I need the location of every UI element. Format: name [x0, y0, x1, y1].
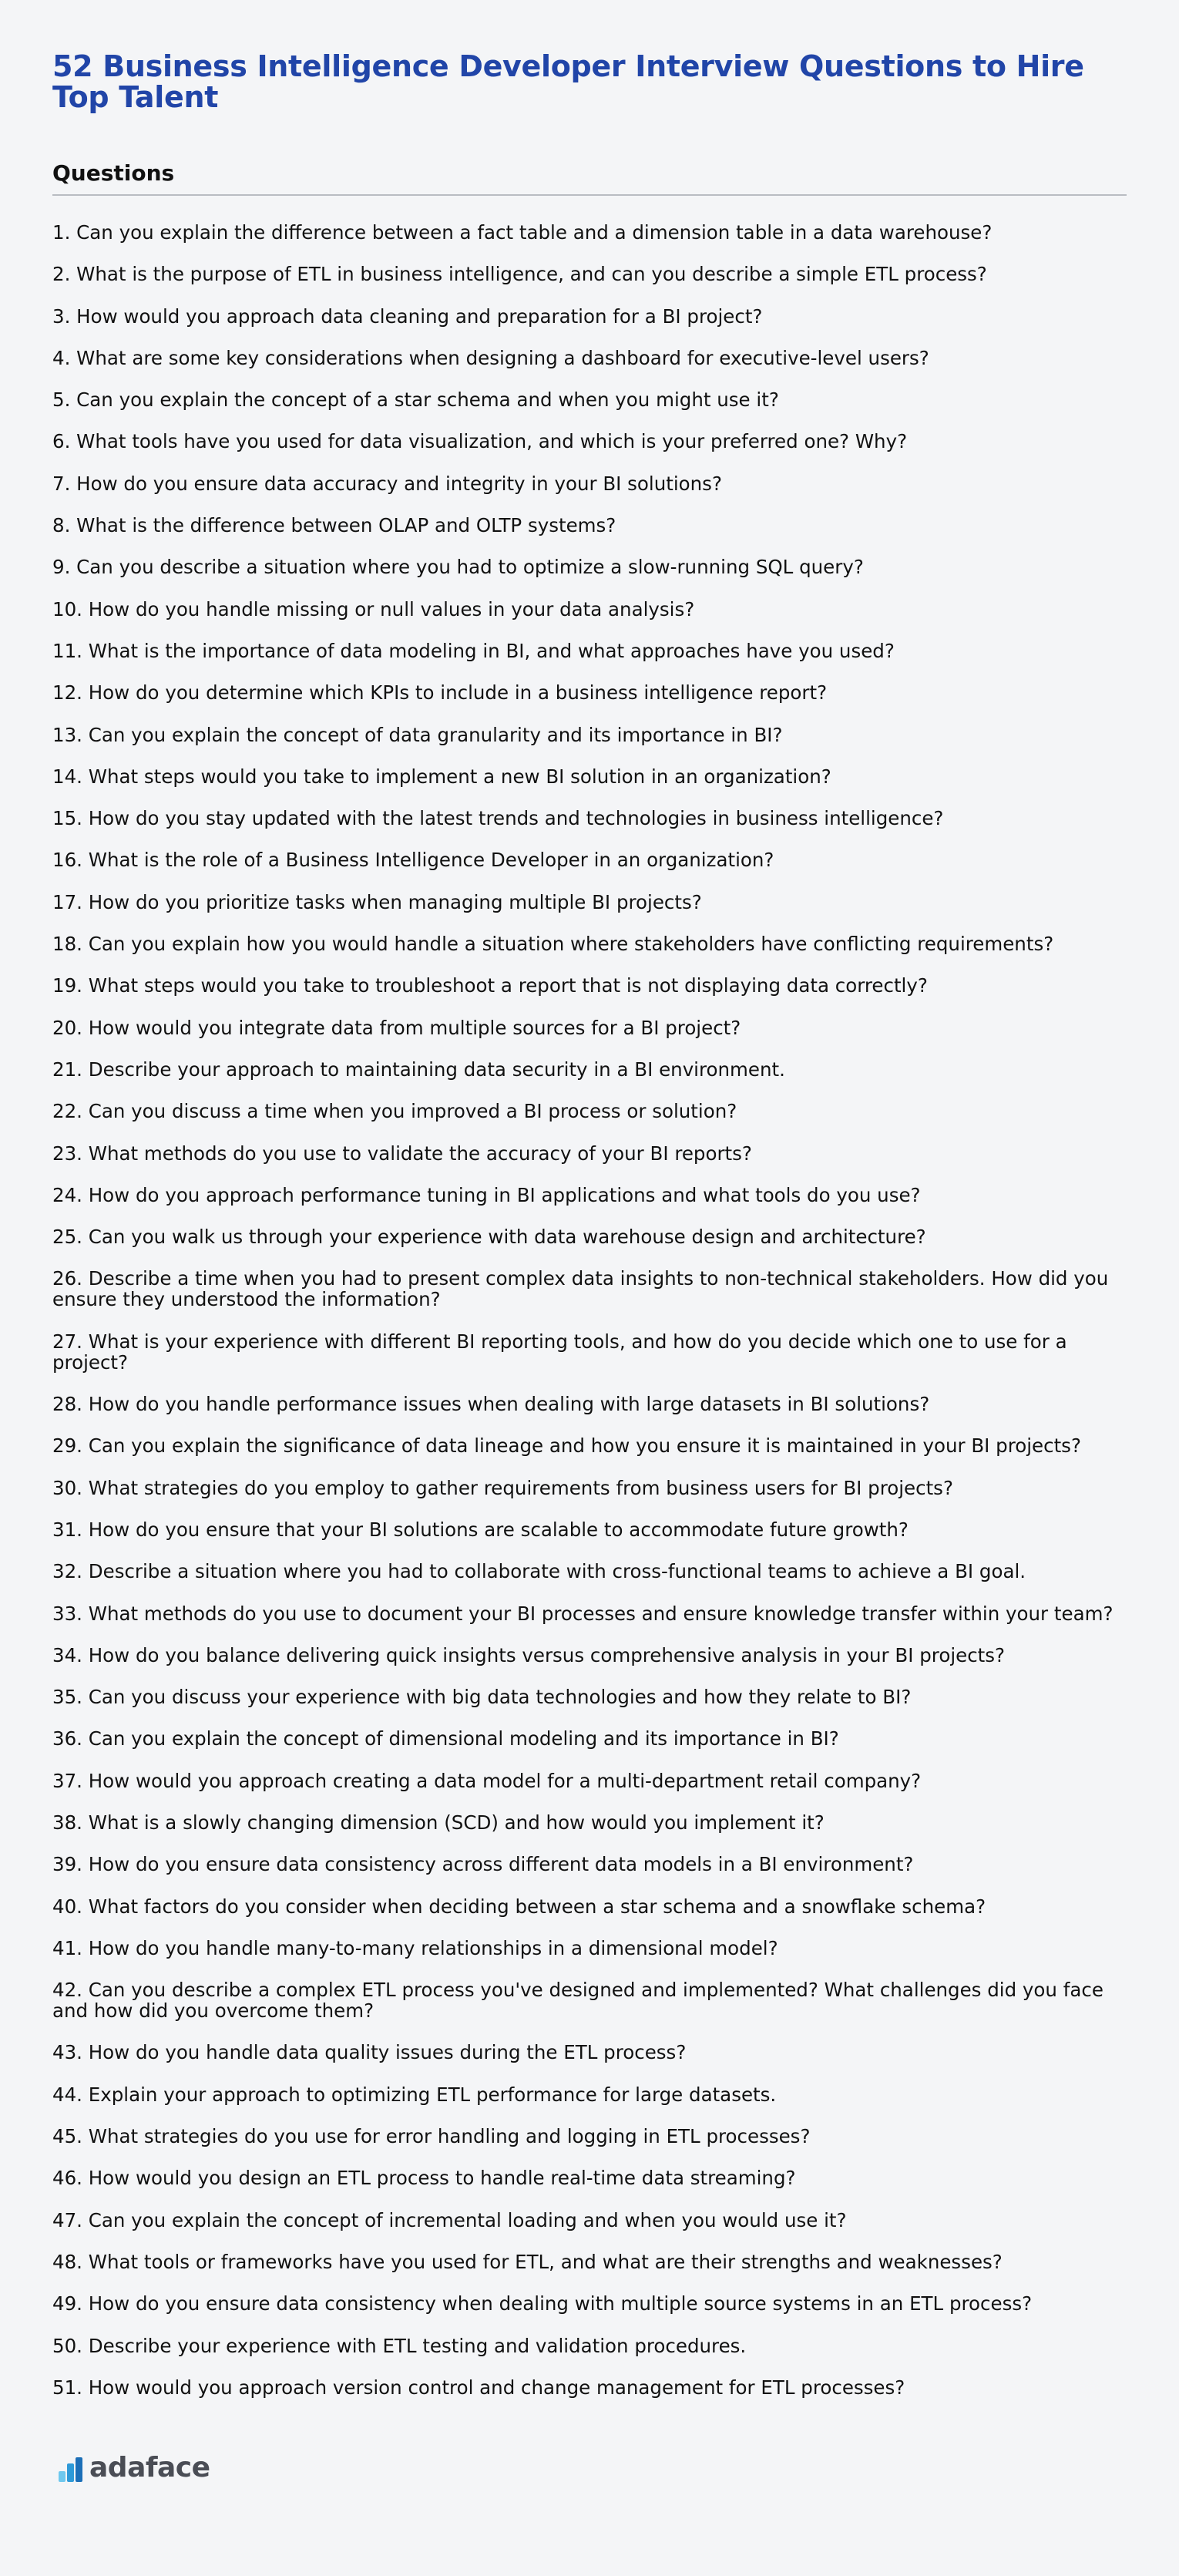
question-item: 34. How do you balance delivering quick insights versus comprehensive analysis in your BI projects? [52, 1643, 1006, 1666]
question-item: 50. Describe your experience with ETL testing and validation procedures. [52, 2334, 747, 2357]
question-item: 22. Can you discuss a time when you improved a BI process or solution? [52, 1100, 737, 1123]
question-item: 18. Can you explain how you would handle a situation where stakeholders have conflicting requirements? [52, 933, 1054, 956]
question-item: 8. What is the difference between OLAP and OLTP systems? [52, 514, 616, 537]
question-item: 46. How would you design an ETL process to handle real-time data streaming? [52, 2167, 796, 2190]
question-item: 21. Describe your approach to maintaining data security in a BI environment. [52, 1058, 785, 1081]
question-item: 20. How would you integrate data from multiple sources for a BI project? [52, 1016, 741, 1039]
question-item: 38. What is a slowly changing dimension (SCD) and how would you implement it? [52, 1811, 825, 1834]
question-item: 49. How do you ensure data consistency when dealing with multiple source systems in an ETL process? [52, 2292, 1033, 2315]
section-heading: Questions [52, 160, 1127, 196]
question-item: 19. What steps would you take to troubleshoot a report that is not displaying data correctly? [52, 974, 928, 997]
question-item: 14. What steps would you take to implement a new BI solution in an organization? [52, 765, 831, 788]
document [52, 51, 1127, 2419]
question-item: 12. How do you determine which KPIs to include in a business intelligence report? [52, 681, 828, 705]
question-item: 2. What is the purpose of ETL in business intelligence, and can you describe a simple ETL process? [52, 263, 987, 286]
question-item: 41. How do you handle many-to-many relationships in a dimensional model? [52, 1936, 778, 1959]
question-item: 24. How do you approach performance tuning in BI applications and what tools do you use? [52, 1183, 921, 1206]
question-item: 10. How do you handle missing or null values in your data analysis? [52, 597, 695, 620]
question-item: 4. What are some key considerations when designing a dashboard for executive-level users? [52, 346, 929, 369]
question-item: 35. Can you discuss your experience with big data technologies and how they relate to BI? [52, 1686, 912, 1709]
question-item: 23. What methods do you use to validate the accuracy of your BI reports? [52, 1142, 752, 1165]
question-item: 36. Can you explain the concept of dimensional modeling and its importance in BI? [52, 1727, 839, 1750]
question-item: 47. Can you explain the concept of incremental loading and when you would use it? [52, 2208, 847, 2231]
question-item: 1. Can you explain the difference between a fact table and a dimension table in a data warehouse? [52, 221, 993, 244]
adaface-logo [59, 2454, 210, 2482]
question-item: 13. Can you explain the concept of data granularity and its importance in BI? [52, 723, 783, 746]
question-item: 6. What tools have you used for data visualization, and which is your preferred one? Why? [52, 430, 908, 453]
question-item: 48. What tools or frameworks have you used for ETL, and what are their strengths and weaknesses? [52, 2250, 1003, 2273]
logo-text: adaface [89, 2452, 210, 2484]
question-item: 9. Can you describe a situation where you had to optimize a slow-running SQL query? [52, 556, 864, 579]
question-item: 45. What strategies do you use for error handling and logging in ETL processes? [52, 2125, 811, 2148]
question-item: 51. How would you approach version control and change management for ETL processes? [52, 2376, 905, 2399]
bar-chart-logo-icon [59, 2456, 83, 2482]
question-list [52, 222, 1127, 2398]
question-item: 39. How do you ensure data consistency across different data models in a BI environment? [52, 1853, 914, 1876]
question-item: 26. Describe a time when you had to present complex data insights to non-technical stakeholders. How did you ensure they understood the information? [52, 1267, 1109, 1311]
question-item: 5. Can you explain the concept of a star schema and when you might use it? [52, 388, 779, 412]
question-item: 3. How would you approach data cleaning and preparation for a BI project? [52, 304, 763, 328]
question-item: 33. What methods do you use to document your BI processes and ensure knowledge transfer within your team? [52, 1602, 1114, 1625]
question-item: 30. What strategies do you employ to gather requirements from business users for BI projects? [52, 1476, 953, 1499]
page-title: 52 Business Intelligence Developer Interview Questions to Hire Top Talent [52, 49, 1084, 114]
question-item: 11. What is the importance of data modeling in BI, and what approaches have you used? [52, 639, 895, 662]
question-item: 31. How do you ensure that your BI solutions are scalable to accommodate future growth? [52, 1518, 909, 1541]
question-item: 25. Can you walk us through your experience with data warehouse design and architecture? [52, 1226, 926, 1249]
question-item: 28. How do you handle performance issues when dealing with large datasets in BI solutions? [52, 1393, 930, 1416]
question-item: 40. What factors do you consider when deciding between a star schema and a snowflake schema? [52, 1895, 986, 1918]
question-item: 29. Can you explain the significance of data lineage and how you ensure it is maintained in your BI projects? [52, 1434, 1081, 1458]
question-item: 37. How would you approach creating a data model for a multi-department retail company? [52, 1769, 922, 1792]
question-item: 27. What is your experience with different BI reporting tools, and how do you decide which one to use for a project? [52, 1330, 1067, 1374]
question-item: 16. What is the role of a Business Intelligence Developer in an organization? [52, 849, 774, 872]
question-item: 17. How do you prioritize tasks when managing multiple BI projects? [52, 890, 702, 913]
question-item: 42. Can you describe a complex ETL process you've designed and implemented? What challenges did you face and how did you overcome them? [52, 1979, 1103, 2023]
question-item: 43. How do you handle data quality issues during the ETL process? [52, 2041, 687, 2064]
question-item: 44. Explain your approach to optimizing ETL performance for large datasets. [52, 2083, 777, 2106]
question-item: 15. How do you stay updated with the latest trends and technologies in business intelligence? [52, 807, 944, 830]
question-item: 7. How do you ensure data accuracy and integrity in your BI solutions? [52, 472, 722, 495]
question-item: 32. Describe a situation where you had to collaborate with cross-functional teams to achieve a BI goal. [52, 1560, 1026, 1583]
